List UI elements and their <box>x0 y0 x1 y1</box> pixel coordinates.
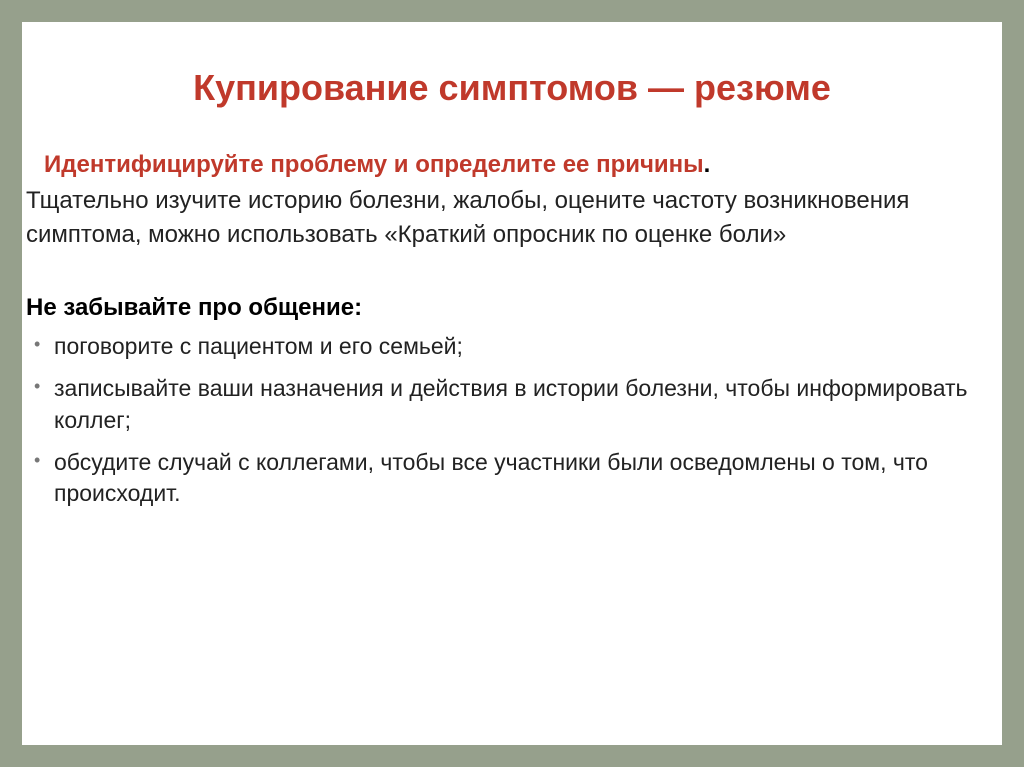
slide-border-left <box>0 0 22 767</box>
bullet-list <box>22 331 972 510</box>
list-item: • записывайте ваши назначения и действия в истории болезни, чтобы информировать коллег; <box>22 373 972 436</box>
slide-border-bottom <box>0 745 1024 767</box>
list-item: • обсудите случай с коллегами, чтобы все участники были осведомлены о том, что происходит. <box>22 447 972 510</box>
slide-content <box>22 22 1002 745</box>
slide-title: Купирование симптомов — резюме <box>193 67 831 108</box>
section-subheading: Не забывайте про общение: <box>26 294 363 322</box>
slide-body <box>22 150 972 520</box>
lead-statement-period: . <box>703 151 711 178</box>
slide-border-top <box>0 0 1024 22</box>
slide-border-right <box>1002 0 1024 767</box>
list-item: • поговорите с пациентом и его семьей; <box>22 331 972 363</box>
paragraph-spacer <box>22 252 972 292</box>
lead-statement <box>44 150 972 180</box>
lead-statement-text: Идентифицируйте проблему и определите ее причины <box>44 151 704 178</box>
body-paragraph: Тщательно изучите историю болезни, жалобы, оцените частоту возникновения симптома, можно использовать «Краткий опросник по оценке боли» <box>26 187 910 249</box>
